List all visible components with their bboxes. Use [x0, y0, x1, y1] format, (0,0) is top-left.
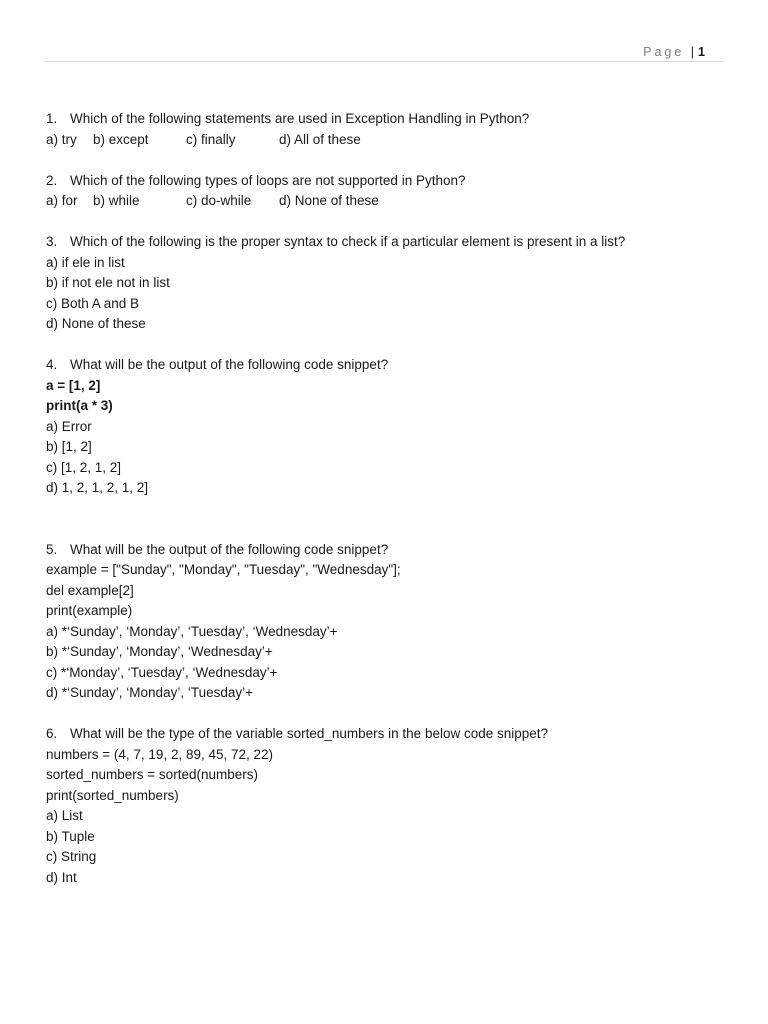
question-5 [46, 540, 726, 704]
question-number: 4. [46, 357, 58, 372]
question-number: 6. [46, 726, 58, 741]
option-a: a) Error [46, 418, 92, 434]
option-d: d) *‘Sunday’, ‘Monday’, ‘Tuesday’+ [46, 685, 253, 700]
option-c: c) *‘Monday’, ‘Tuesday’, ‘Wednesday’+ [46, 664, 278, 680]
question-stem [46, 109, 726, 130]
question-4 [46, 355, 726, 499]
question-number: 2. [46, 172, 58, 188]
code-line: print(example) [46, 603, 133, 618]
code-line: numbers = (4, 7, 19, 2, 89, 45, 72, 22) [46, 746, 274, 762]
option-a: a) List [46, 808, 83, 823]
page-label: Page [643, 45, 685, 59]
option-c: c) finally [186, 131, 236, 147]
question-2 [46, 171, 726, 212]
option-b: b) except [93, 131, 149, 147]
option-c: c) do-while [186, 193, 252, 208]
header-rule [44, 61, 724, 62]
option-b: b) *‘Sunday’, ‘Monday’, ‘Wednesday’+ [46, 644, 273, 659]
option-a: a) *‘Sunday’, ‘Monday’, ‘Tuesday’, ‘Wednesday’+ [46, 623, 338, 639]
code-line: print(a * 3) [46, 398, 113, 413]
option-c: c) Both A and B [46, 295, 140, 311]
option-b: b) [1, 2] [46, 439, 92, 454]
question-text: What will be the output of the following code snippet? [70, 357, 389, 372]
options-row [46, 130, 726, 151]
question-stem [46, 171, 726, 192]
question-number: 1. [46, 111, 58, 126]
question-text: What will be the output of the following code snippet? [70, 541, 389, 557]
options-row [46, 191, 726, 212]
option-c: c) [1, 2, 1, 2] [46, 459, 122, 475]
question-1 [46, 109, 726, 150]
option-a: a) try [46, 131, 77, 147]
option-b: b) if not ele not in list [46, 275, 170, 290]
question-number: 3. [46, 234, 58, 249]
code-line: del example[2] [46, 582, 134, 598]
question-stem [46, 540, 726, 561]
question-text: What will be the type of the variable sorted_numbers in the below code snippet? [70, 726, 549, 741]
option-d: d) All of these [279, 131, 361, 147]
option-d: d) None of these [279, 193, 379, 208]
option-b: b) while [93, 193, 140, 208]
question-text: Which of the following is the proper syntax to check if a particular element is present in a list? [70, 234, 626, 249]
option-d: d) Int [46, 869, 77, 885]
option-c: c) String [46, 849, 97, 864]
code-line: a = [1, 2] [46, 377, 101, 393]
page-separator: | [690, 45, 695, 59]
question-3 [46, 232, 726, 335]
option-b: b) Tuple [46, 828, 95, 844]
quiz-content [46, 109, 726, 909]
option-d: d) None of these [46, 316, 146, 331]
page-header [643, 45, 705, 59]
question-text: Which of the following statements are used in Exception Handling in Python? [70, 111, 530, 126]
question-stem [46, 232, 726, 253]
code-line: print(sorted_numbers) [46, 787, 179, 803]
question-stem [46, 724, 726, 745]
page-number: 1 [698, 45, 705, 59]
question-6 [46, 724, 726, 888]
question-stem [46, 355, 726, 376]
question-number: 5. [46, 541, 58, 557]
option-d: d) 1, 2, 1, 2, 1, 2] [46, 480, 149, 495]
code-line: example = ["Sunday", "Monday", "Tuesday", "Wednesday"]; [46, 562, 401, 577]
option-a: a) for [46, 193, 78, 208]
option-a: a) if ele in list [46, 254, 125, 270]
question-text: Which of the following types of loops are not supported in Python? [70, 172, 466, 188]
code-line: sorted_numbers = sorted(numbers) [46, 767, 258, 782]
